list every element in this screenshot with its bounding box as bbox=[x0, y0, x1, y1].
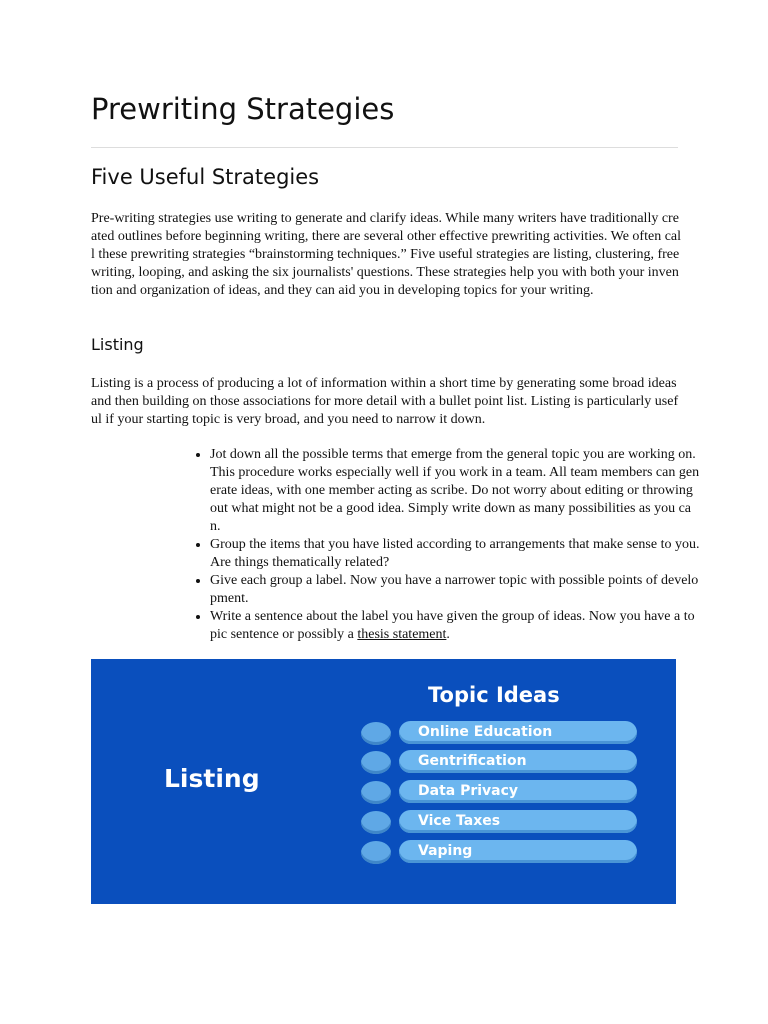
listing-paragraph: Listing is a process of producing a lot of information within a short time by generating some broad ideas and then building on those associations for more detail with a bullet point list. Listing is particularly useful if your starting topic is very broad, and you need to narrow it down. bbox=[91, 376, 679, 427]
figure-heading: Topic Ideas bbox=[428, 683, 560, 707]
section-heading: Five Useful Strategies bbox=[91, 165, 320, 189]
list-item: • Group the items that you have listed according to arrangements that make sense to you. Are things thematically related? bbox=[210, 536, 700, 572]
list-item: • Jot down all the possible terms that emerge from the general topic you are working on. This procedure works especially well if you work in a team. All team members can generate ideas, with one member acting as scribe. Do not worry about editing or throwing out what might not be a good idea. Simply write down as many possibilities as you can. bbox=[210, 446, 700, 536]
topic-pill: Vice Taxes bbox=[399, 810, 637, 833]
bullet-circle-icon bbox=[361, 841, 391, 864]
list-item-text: Write a sentence about the label you have given the group of ideas. Now you have a topic sentence or possibly a bbox=[210, 609, 695, 642]
intro-paragraph: Pre-writing strategies use writing to generate and clarify ideas. While many writers have traditionally created outlines before beginning writing, there are several other effective prewriting activities. We often call these prewriting strategies “brainstorming techniques.” Five useful strategies are listing, clustering, freewriting, looping, and asking the six journalists' questions. These strategies help you with both your invention and organization of ideas, and they can aid you in developing topics for your writing. bbox=[91, 211, 682, 298]
topic-row bbox=[361, 750, 641, 776]
bullet-list bbox=[188, 446, 700, 644]
list-item-text-end: . bbox=[446, 627, 450, 642]
title-divider bbox=[91, 147, 678, 148]
bullet-circle-icon bbox=[361, 781, 391, 804]
topic-pill: Vaping bbox=[399, 840, 637, 863]
topic-pill: Data Privacy bbox=[399, 780, 637, 803]
bullet-circle-icon bbox=[361, 751, 391, 774]
topic-pill: Online Education bbox=[399, 721, 637, 744]
topic-row bbox=[361, 840, 641, 866]
list-item: • Give each group a label. Now you have a narrower topic with possible points of development. bbox=[210, 572, 700, 608]
bullet-circle-icon bbox=[361, 722, 391, 745]
listing-figure bbox=[91, 659, 676, 904]
topic-row bbox=[361, 810, 641, 836]
thesis-statement-link[interactable]: thesis statement bbox=[357, 627, 447, 642]
bullet-circle-icon bbox=[361, 811, 391, 834]
figure-left-label: Listing bbox=[164, 764, 260, 793]
subsection-heading: Listing bbox=[91, 335, 144, 354]
topic-row bbox=[361, 721, 641, 747]
page-title: Prewriting Strategies bbox=[91, 92, 395, 126]
list-item bbox=[210, 608, 700, 644]
topic-pill: Gentrification bbox=[399, 750, 637, 773]
topic-row bbox=[361, 780, 641, 806]
